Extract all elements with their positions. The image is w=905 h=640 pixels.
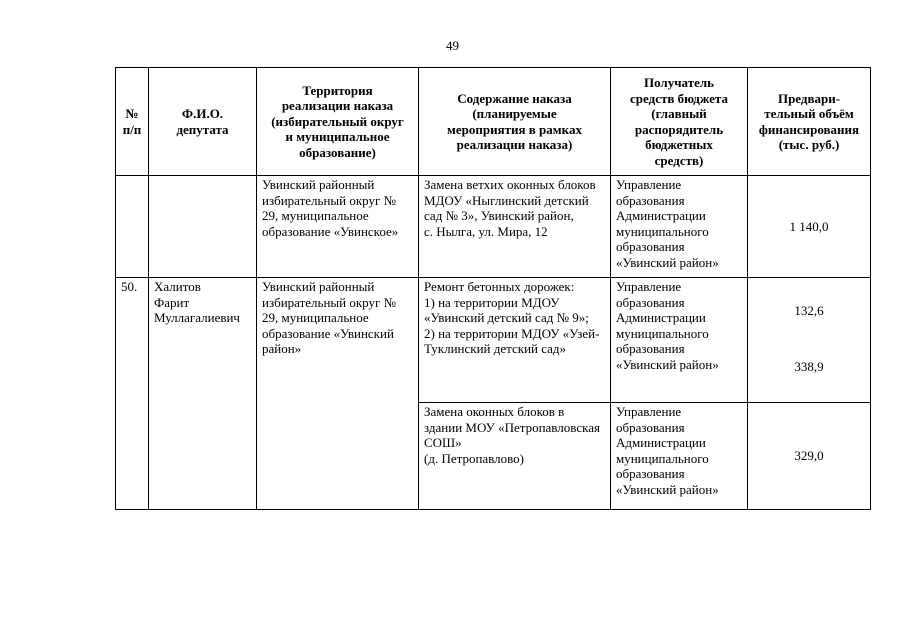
table-row (116, 176, 871, 278)
header-territory: Территория реализации наказа (избирательный округ и муниципальное образование) (257, 68, 419, 176)
cell-deputy-name: Халитов Фарит Муллагалиевич (149, 278, 257, 510)
page-number: 49 (446, 38, 459, 53)
header-recipient: Получатель средств бюджета (главный распорядитель бюджетных средств) (611, 68, 748, 176)
cell-deputy-name (149, 176, 257, 278)
cell-number (116, 176, 149, 278)
cell-recipient: Управление образования Администрации муниципального образования «Увинский район» (611, 403, 748, 510)
amount-value-2: 338,9 (794, 358, 824, 374)
header-amount: Предвари- тельный объём финансирования (тыс. руб.) (748, 68, 871, 176)
cell-recipient: Управление образования Администрации муниципального образования «Увинский район» (611, 176, 748, 278)
cell-content: Замена оконных блоков в здании МОУ «Петропавловская СОШ» (д. Петропавлово) (419, 403, 611, 510)
cell-territory: Увинский районный избирательный округ № 29, муниципальное образование «Увинское» (257, 176, 419, 278)
table-header-row (116, 68, 871, 176)
cell-territory: Увинский районный избирательный округ № 29, муниципальное образование «Увинский район» (257, 278, 419, 510)
funding-table (115, 67, 871, 510)
cell-content: Замена ветхих оконных блоков МДОУ «Ныглинский детский сад № 3», Увинский район, с. Нылга, ул. Мира, 12 (419, 176, 611, 278)
header-content: Содержание наказа (планируемые мероприятия в рамках реализации наказа) (419, 68, 611, 176)
cell-recipient: Управление образования Администрации муниципального образования «Увинский район» (611, 278, 748, 403)
cell-number: 50. (116, 278, 149, 510)
cell-amount: 329,0 (748, 403, 871, 510)
table-row (116, 278, 871, 403)
cell-amount: 1 140,0 (748, 176, 871, 278)
amount-value-1: 132,6 (794, 303, 824, 318)
cell-amount (748, 278, 871, 403)
cell-content: Ремонт бетонных дорожек: 1) на территории МДОУ «Увинский детский сад № 9»; 2) на территории МДОУ «Узей-Туклинский детский сад» (419, 278, 611, 403)
header-number: № п/п (116, 68, 149, 176)
header-deputy-name: Ф.И.О. депутата (149, 68, 257, 176)
